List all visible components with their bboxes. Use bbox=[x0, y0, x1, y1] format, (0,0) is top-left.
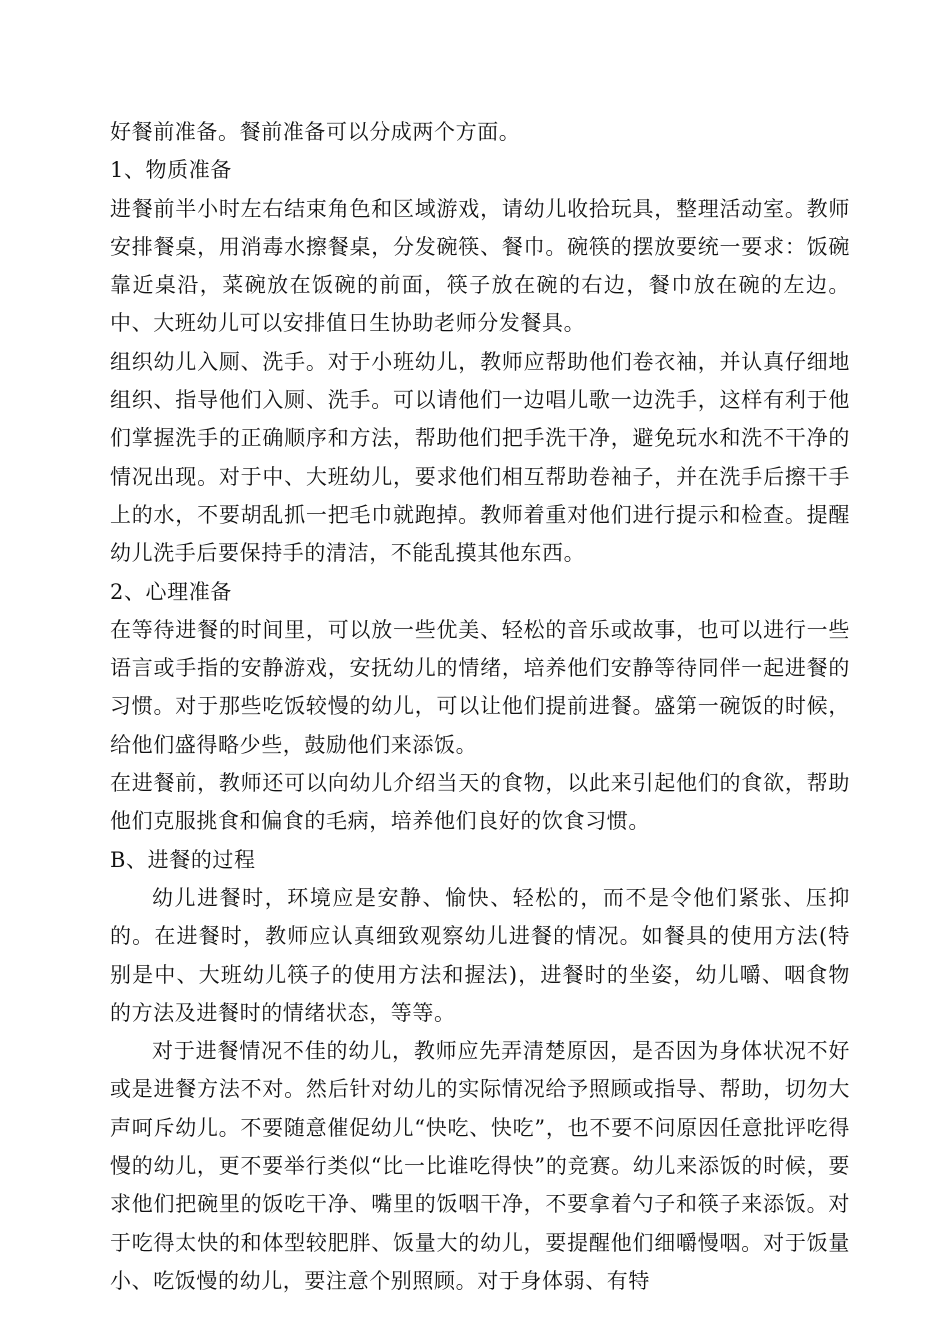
document-body bbox=[110, 113, 850, 1300]
paragraph-mental-prep: 在等待进餐的时间里，可以放一些优美、轻松的音乐或故事，也可以进行一些语言或手指的安静游戏，安抚幼儿的情绪，培养他们安静等待同伴一起进餐的习惯。对于那些吃饭较慢的幼儿，可以让他们提前进餐。盛第一碗饭的时候，给他们盛得略少些，鼓励他们来添饭。 bbox=[110, 617, 850, 757]
paragraph-handwashing: 组织幼儿入厕、洗手。对于小班幼儿，教师应帮助他们卷衣袖，并认真仔细地组织、指导他们入厕、洗手。可以请他们一边唱儿歌一边洗手，这样有利于他们掌握洗手的正确顺序和方法，帮助他们把手洗干净，避免玩水和洗不干净的情况出现。对于中、大班幼儿，要求他们相互帮助卷袖子，并在洗手后擦干手上的水，不要胡乱抓一把毛巾就跑掉。教师着重对他们进行提示和检查。提醒幼儿洗手后要保持手的清洁，不能乱摸其他东西。 bbox=[110, 349, 850, 566]
heading-eating-process: B、进餐的过程 bbox=[110, 847, 256, 872]
paragraph-intro: 好餐前准备。餐前准备可以分成两个方面。 bbox=[110, 120, 521, 144]
paragraph-eating-environment: 幼儿进餐时，环境应是安静、愉快、轻松的，而不是令他们紧张、压抑的。在进餐时，教师应认真细致观察幼儿进餐的情况。如餐具的使用方法(特别是中、大班幼儿筷子的使用方法和握法)，进餐时的坐姿，幼儿嚼、咽食物的方法及进餐时的情绪状态，等等。 bbox=[110, 885, 850, 1025]
heading-mental-prep: 2、心理准备 bbox=[110, 579, 232, 604]
paragraph-material-prep: 进餐前半小时左右结束角色和区域游戏，请幼儿收拾玩具，整理活动室。教师安排餐桌，用消毒水擦餐桌，分发碗筷、餐巾。碗筷的摆放要统一要求：饭碗靠近桌沿，菜碗放在饭碗的前面，筷子放在碗的右边，餐巾放在碗的左边。中、大班幼儿可以安排值日生协助老师分发餐具。 bbox=[110, 196, 850, 336]
paragraph-food-intro: 在进餐前，教师还可以向幼儿介绍当天的食物，以此来引起他们的食欲，帮助他们克服挑食和偏食的毛病，培养他们良好的饮食习惯。 bbox=[110, 771, 850, 834]
paragraph-poor-eaters: 对于进餐情况不佳的幼儿，教师应先弄清楚原因，是否因为身体状况不好或是进餐方法不对。然后针对幼儿的实际情况给予照顾或指导、帮助，切勿大声呵斥幼儿。不要随意催促幼儿“快吃、快吃”，也不要不问原因任意批评吃得慢的幼儿，更不要举行类似“比一比谁吃得快”的竞赛。幼儿来添饭的时候，要求他们把碗里的饭吃干净、嘴里的饭咽干净，不要拿着勺子和筷子来添饭。对于吃得太快的和体型较肥胖、饭量大的幼儿，要提醒他们细嚼慢咽。对于饭量小、吃饭慢的幼儿，要注意个别照顾。对于身体弱、有特 bbox=[110, 1039, 850, 1293]
heading-material-prep: 1、物质准备 bbox=[110, 158, 232, 183]
